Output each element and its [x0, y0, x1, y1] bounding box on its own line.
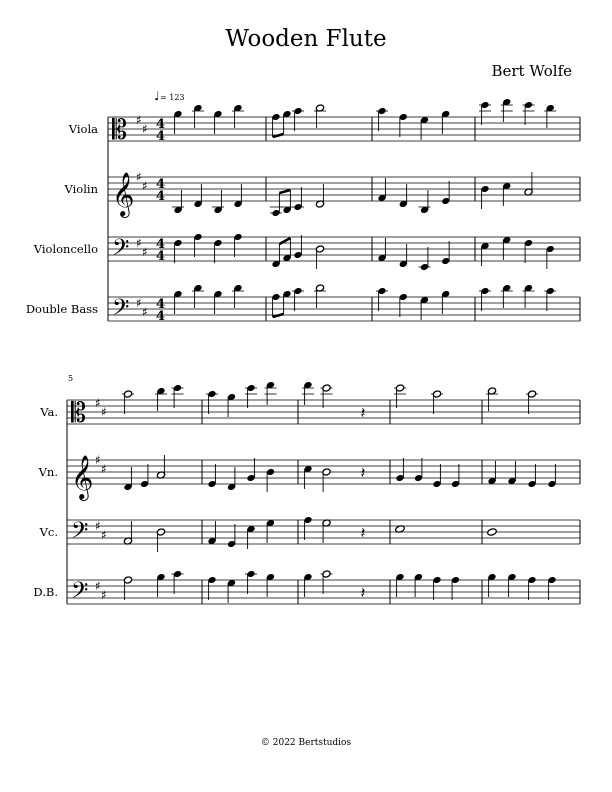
sharp-icon: ♯ — [136, 170, 142, 184]
quarter-rest-icon: 𝄽 — [360, 403, 366, 422]
sharp-icon: ♯ — [142, 305, 148, 319]
sharp-icon: ♯ — [142, 179, 148, 193]
measure-number: 5 — [68, 374, 74, 383]
quarter-rest-icon: 𝄽 — [360, 523, 366, 542]
staff — [26, 284, 580, 326]
note-head — [487, 528, 497, 537]
alto-clef-icon: 𝄡 — [71, 398, 87, 429]
time-signature-bottom: 4 — [156, 129, 166, 144]
sharp-icon: ♯ — [136, 296, 142, 310]
time-signature-bottom: 4 — [156, 249, 166, 264]
treble-clef-icon: 𝄞 — [71, 455, 94, 499]
sharp-icon: ♯ — [101, 405, 107, 419]
tempo-value: = 123 — [160, 93, 185, 102]
instrument-label: Vn. — [38, 465, 58, 479]
time-signature-bottom: 4 — [156, 189, 166, 204]
sharp-icon: ♯ — [95, 453, 101, 467]
time-signature-top: 4 — [156, 177, 166, 192]
sharp-icon: ♯ — [95, 579, 101, 593]
staff — [39, 381, 580, 429]
sharp-icon: ♯ — [95, 519, 101, 533]
sharp-icon: ♯ — [136, 113, 142, 127]
bass-clef-icon: 𝄢 — [112, 235, 130, 266]
note-beam — [279, 190, 290, 193]
bass-clef-icon: 𝄢 — [71, 518, 89, 549]
instrument-label: Violoncello — [33, 242, 98, 256]
score-title: Wooden Flute — [225, 26, 387, 52]
instrument-label: D.B. — [33, 585, 58, 599]
staff — [39, 516, 580, 552]
staff — [68, 98, 580, 146]
system — [33, 381, 580, 609]
sharp-icon: ♯ — [142, 122, 148, 136]
staff — [33, 570, 580, 609]
instrument-label: Violin — [64, 182, 98, 196]
staff — [33, 233, 580, 271]
system — [26, 98, 580, 326]
bass-clef-icon: 𝄢 — [112, 295, 130, 326]
alto-clef-icon: 𝄡 — [112, 115, 128, 146]
quarter-rest-icon: 𝄽 — [360, 463, 366, 482]
sharp-icon: ♯ — [142, 245, 148, 259]
sharp-icon: ♯ — [95, 396, 101, 410]
note-beam — [273, 134, 284, 137]
staff — [38, 453, 580, 501]
tempo-marking — [154, 89, 185, 103]
sharp-icon: ♯ — [101, 528, 107, 542]
sharp-icon: ♯ — [101, 588, 107, 602]
sharp-icon: ♯ — [101, 462, 107, 476]
instrument-label: Va. — [40, 405, 58, 419]
instrument-label: Vc. — [39, 525, 58, 539]
treble-clef-icon: 𝄞 — [112, 172, 135, 216]
time-signature-top: 4 — [156, 117, 166, 132]
sharp-icon: ♯ — [136, 236, 142, 250]
quarter-note-icon: ♩ — [154, 89, 160, 103]
note-beam — [273, 314, 284, 317]
bass-clef-icon: 𝄢 — [71, 578, 89, 609]
copyright-footer: © 2022 Bertstudios — [260, 738, 352, 748]
time-signature-bottom: 4 — [156, 309, 166, 324]
instrument-label: Viola — [68, 122, 98, 136]
quarter-rest-icon: 𝄽 — [360, 583, 366, 602]
instrument-label: Double Bass — [25, 302, 98, 316]
staff — [64, 170, 580, 218]
composer-name: Bert Wolfe — [491, 62, 572, 80]
time-signature-top: 4 — [156, 297, 166, 312]
time-signature-top: 4 — [156, 237, 166, 252]
